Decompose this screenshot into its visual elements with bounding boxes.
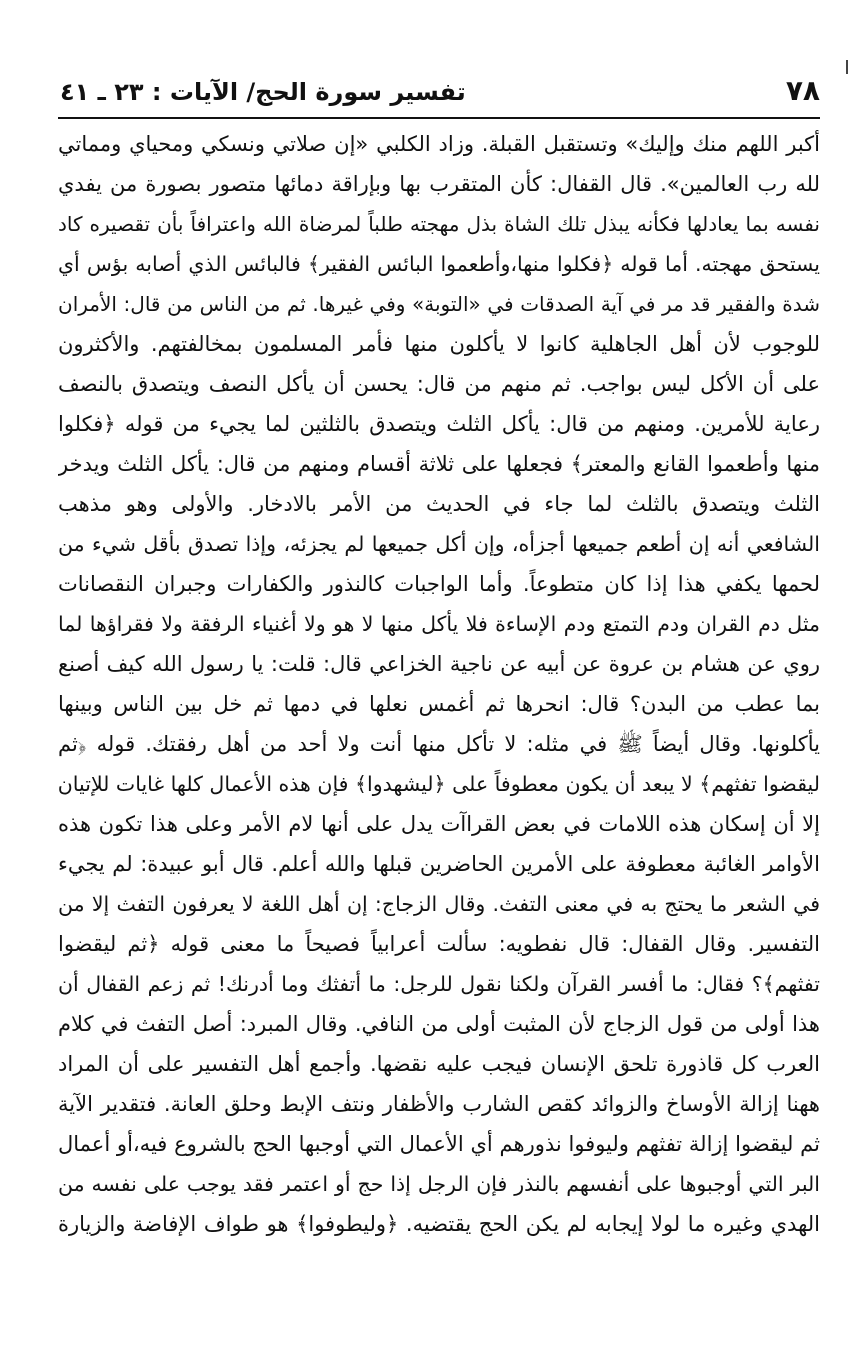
text-line: البر التي أوجبوها على أنفسهم بالنذر فإن الرجل إذا حج أو اعتمر فقد يوجب على نفسه من [58,1172,820,1196]
text-line: لحمها يكفي هذا إذا كان متطوعاً. وأما الواجبات كالنذور والكفارات وجبران النقصانات [58,572,820,596]
text-line: الأوامر الغائبة معطوفة على الأمرين الحاضرين قبلها والله أعلم. قال أبو عبيدة: لم يجيء [58,852,820,876]
text-line: أكبر اللهم منك وإليك» وتستقبل القبلة. وزاد الكلبي «إن صلاتي ونسكي ومحياي ومماتي [58,132,820,156]
text-line: ليقضوا تفثهم﴾ لا يبعد أن يكون معطوفاً على ﴿ليشهدوا﴾ فإن هذه الأعمال كلها غايات للإتيان [58,772,820,796]
text-line: في الشعر ما يحتج به في معنى التفث. وقال الزجاج: إن أهل اللغة لا يعرفون التفث إلا من [58,892,820,916]
text-line: يأكلونها. وقال أيضاً ﷺ في مثله: لا تأكل منها أنت ولا أحد من أهل رفقتك. قوله ﴿ثم [58,732,820,756]
text-line: هذا أولى من قول الزجاج لأن المثبت أولى من النافي. وقال المبرد: أصل التفث في كلام [58,1012,820,1036]
text-line: التفسير. وقال القفال: قال نفطويه: سألت أعرابياً فصيحاً ما معنى قوله ﴿ثم ليقضوا [58,932,820,956]
page-number: ٧٨ [785,74,820,107]
text-line: يستحق مهجته. أما قوله ﴿فكلوا منها،وأطعموا البائس الفقير﴾ فالبائس الذي أصابه بؤس أي [58,252,820,276]
text-line: روي عن هشام بن عروة عن أبيه عن ناجية الخزاعي قال: قلت: يا رسول الله كيف أصنع [58,652,820,676]
text-line: ههنا إزالة الأوساخ والزوائد كقص الشارب والأظفار ونتف الإبط وحلق العانة. فتقدير الآية [58,1092,820,1116]
text-line: لله رب العالمين». قال القفال: كأن المتقرب بها وبإراقة دمائها متصور بصورة من يفدي [58,172,820,196]
text-line: بما عطب من البدن؟ قال: انحرها ثم أغمس نعلها في دمها ثم خل بين الناس وبينها [58,692,820,716]
text-line: نفسه بما يعادلها فكأنه يبذل تلك الشاة بذل مهجته طلباً لمرضاة الله واعترافاً بأن تقصيره كاد [58,212,820,236]
margin-mark [846,60,848,74]
text-line: على أن الأكل ليس بواجب. ثم منهم من قال: يحسن أن يأكل النصف ويتصدق بالنصف [58,372,820,396]
header-divider [58,117,820,119]
running-title: تفسير سورة الحج/ الآيات : ٢٣ ـ ٤١ [60,78,466,106]
text-line: رعاية للأمرين. ومنهم من قال: يأكل الثلث ويتصدق بالثلثين لما يجيء من قوله ﴿فكلوا [58,412,820,436]
text-line: للوجوب لأن أهل الجاهلية كانوا لا يأكلون منها فأمر المسلمون بمخالفتهم. والأكثرون [58,332,820,356]
text-line: منها وأطعموا القانع والمعتر﴾ فجعلها على ثلاثة أقسام ومنهم من قال: يأكل الثلث ويدخر [58,452,820,476]
text-line: العرب كل قاذورة تلحق الإنسان فيجب عليه نقضها. وأجمع أهل التفسير على أن المراد [58,1052,820,1076]
text-line: مثل دم القران ودم التمتع ودم الإساءة فلا يأكل منها لا هو ولا أغنياء الرفقة ولا فقراؤها لما [58,612,820,636]
page-header [60,70,820,116]
text-line: تفثهم﴾؟ فقال: ما أفسر القرآن ولكنا نقول للرجل: ما أتفثك وما أدرنك! ثم زعم القفال أن [58,972,820,996]
text-line: الثلث ويتصدق بالثلث لما جاء في الحديث من الأمر بالادخار. والأولى وهو مذهب [58,492,820,516]
text-line: الهدي وغيره ما لولا إيجابه لم يكن الحج يقتضيه. ﴿وليطوفوا﴾ هو طواف الإفاضة والزيارة [58,1212,820,1236]
body-text [58,124,820,1244]
text-line: ثم ليقضوا إزالة تفثهم وليوفوا نذورهم أي الأعمال التي أوجبها الحج بالشروع فيه،أو أعمال [58,1132,820,1156]
text-line: شدة والفقير قد مر في آية الصدقات في «التوبة» وفي غيرها. ثم من الناس من قال: الأمران [58,292,820,316]
text-line: إلا أن إسكان هذه اللامات في بعض القراآت يدل على أنها لام الأمر وعلى هذا تكون هذه [58,812,820,836]
text-line: الشافعي أنه إن أطعم جميعها أجزأه، وإن أكل جميعها لم يجزئه، وإذا تصدق بأقل شيء من [58,532,820,556]
